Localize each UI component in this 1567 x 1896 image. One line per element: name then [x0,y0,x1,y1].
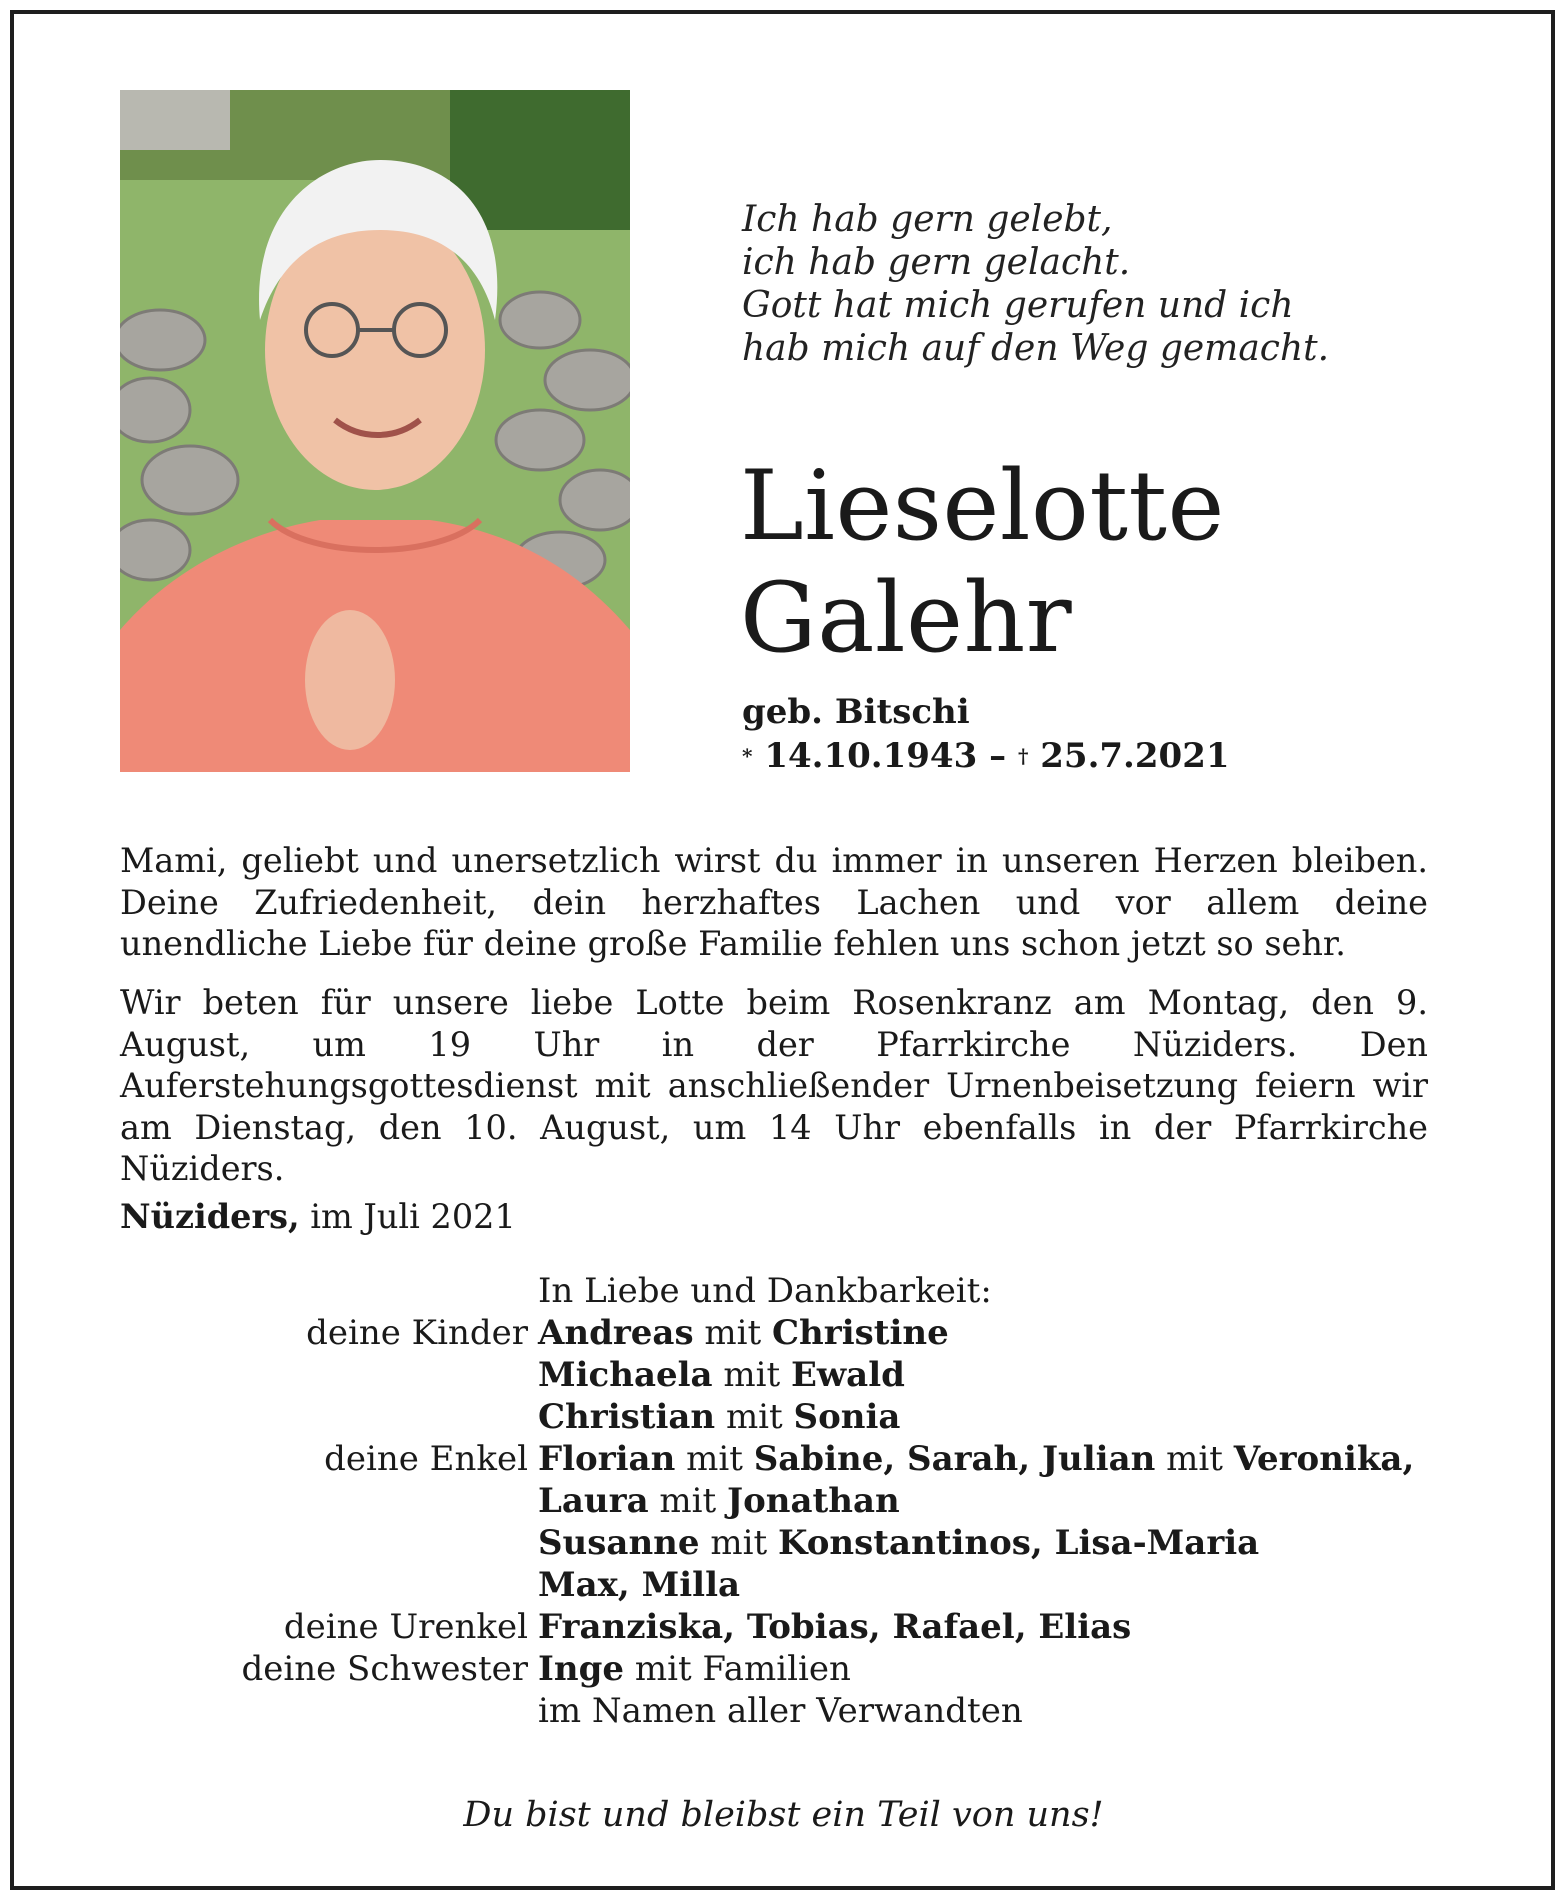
family-row: Laura mit Jonathan [538,1481,900,1521]
relation-label: deine Schwester [241,1649,528,1689]
family-row: deine Schwester Inge mit Familien [120,1648,1480,1690]
date-separator: – [989,736,1007,776]
family-row: deine Kinder Andreas mit Christine [120,1312,1480,1354]
family-row: Max, Milla [538,1565,741,1605]
first-name: Lieselotte [740,450,1225,562]
life-dates [742,734,1230,782]
family-row: Christian mit Sonia [538,1397,901,1437]
poem-line: Gott hat mich gerufen und ich [742,285,1294,326]
relation-label: deine Urenkel [283,1607,528,1647]
deceased-name [740,450,1225,674]
family-row: im Namen aller Verwandten [538,1691,1023,1731]
family-row: deine Urenkel Franziska, Tobias, Rafael, Elias [120,1606,1480,1648]
last-name: Galehr [740,562,1073,674]
family-list [120,1270,1480,1732]
poem-line: Ich hab gern gelebt, [742,199,1113,240]
relation-label: deine Enkel [324,1439,528,1479]
service-paragraph: Wir beten für unsere liebe Lotte beim Rosenkranz am Montag, den 9. August, um 19 Uhr in der Pfarrkirche Nüziders. Den Auferstehungsgottesdienst mit anschließender Urnenbeisetzung feiern wir am Dienstag, den 10. August, um 14 Uhr ebenfalls in der Pfarrkirche Nüziders. [120,983,1428,1188]
family-row: Michaela mit Ewald [538,1355,905,1395]
family-row: deine Enkel Florian mit Sabine, Sarah, Julian mit Veronika, [120,1438,1480,1480]
place-town: Nüziders, [120,1197,300,1236]
poem-line: ich hab gern gelacht. [742,242,1131,283]
relation-label: deine Kinder [306,1313,528,1353]
birth-name: geb. Bitschi [742,692,970,732]
family-intro-row [120,1270,1480,1312]
born-date: 14.10.1943 [764,736,978,776]
died-symbol: † [1017,744,1029,768]
place-date [120,1196,516,1238]
closing-line: Du bist und bleibst ein Teil von uns! [463,1795,1104,1835]
died-date: 25.7.2021 [1040,736,1230,776]
family-intro: In Liebe und Dankbarkeit: [538,1271,992,1311]
tribute-paragraph: Mami, geliebt und unersetzlich wirst du immer in unseren Herzen bleiben. Deine Zufriedenheit, dein herzhaftes Lachen und vor allem deine unendliche Liebe für deine große Familie fehlen uns schon jetzt so sehr. [120,841,1428,963]
family-row: Susanne mit Konstantinos, Lisa-Maria [538,1523,1260,1563]
born-symbol: * [742,744,753,768]
portrait-photo [120,90,630,772]
place-month: im Juli 2021 [310,1197,516,1236]
poem-line: hab mich auf den Weg gemacht. [742,328,1330,369]
poem [742,198,1329,370]
